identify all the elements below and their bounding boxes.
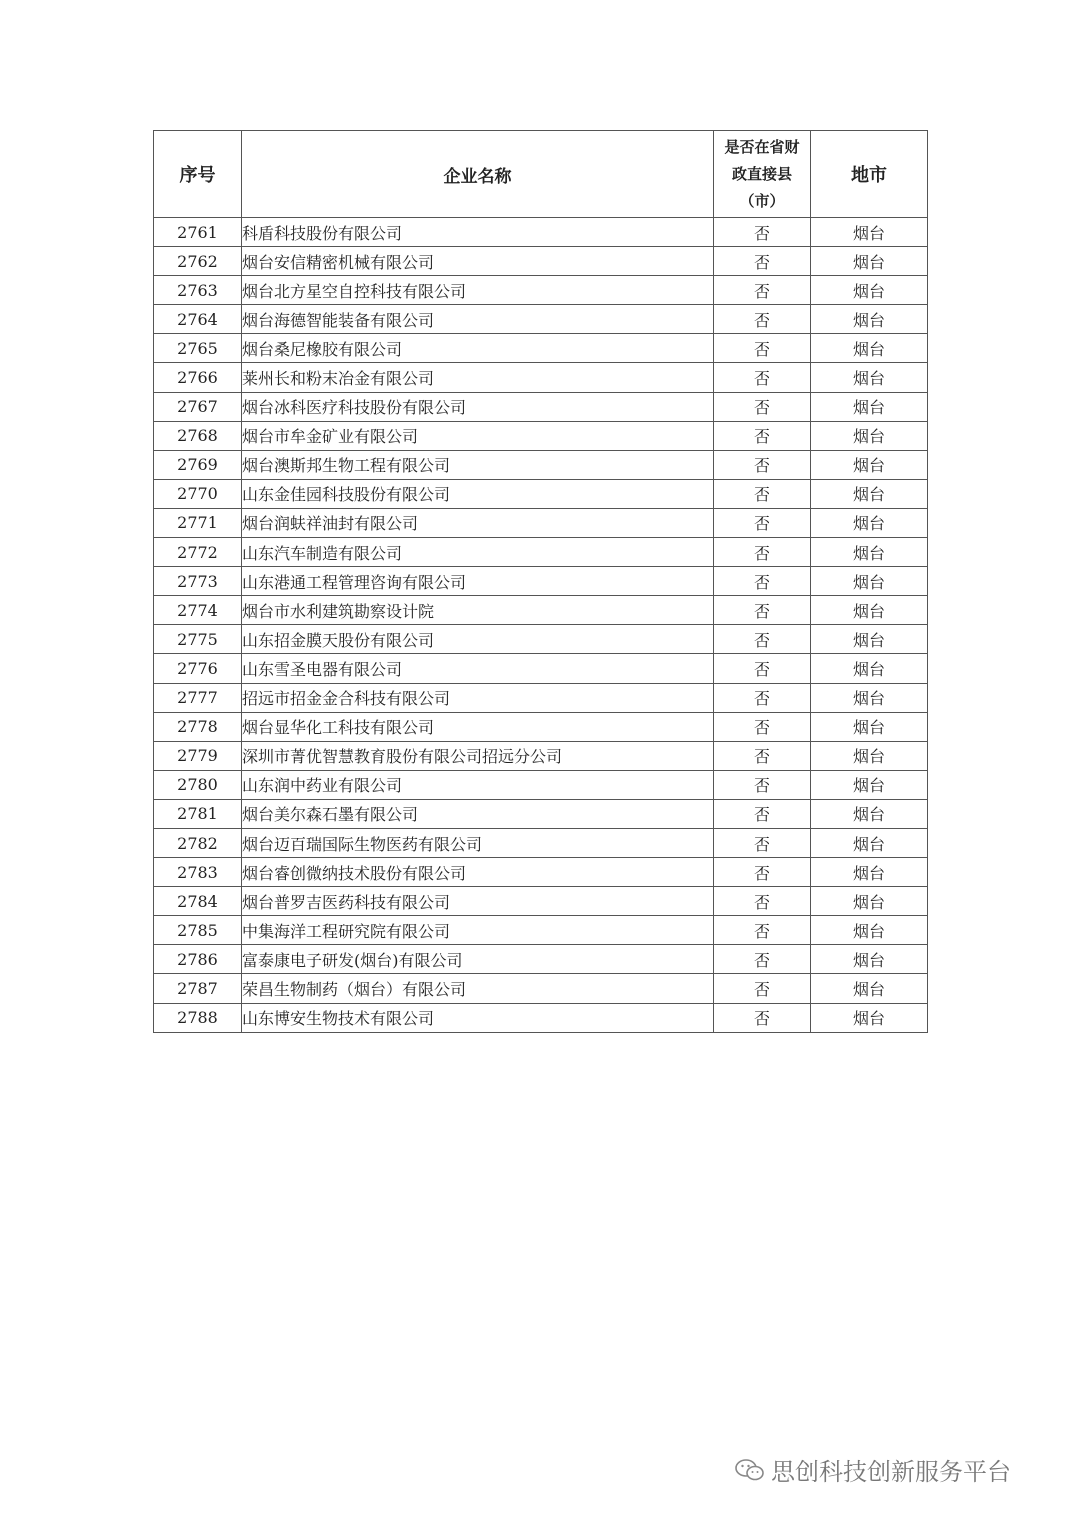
- row-company-name: 莱州长和粉末冶金有限公司: [242, 363, 714, 392]
- row-city: 烟台: [811, 712, 928, 741]
- row-seq: 2780: [154, 770, 242, 799]
- table-row: [154, 334, 928, 363]
- row-seq: 2762: [154, 247, 242, 276]
- row-company-name: 山东招金膜天股份有限公司: [242, 625, 714, 654]
- row-city: 烟台: [811, 887, 928, 916]
- table-row: [154, 858, 928, 887]
- row-seq: 2770: [154, 479, 242, 508]
- row-seq: 2787: [154, 974, 242, 1003]
- table-row: [154, 276, 928, 305]
- row-direct-county-flag: 否: [714, 450, 811, 479]
- row-company-name: 烟台北方星空自控科技有限公司: [242, 276, 714, 305]
- row-company-name: 烟台美尔森石墨有限公司: [242, 799, 714, 828]
- row-company-name: 烟台市牟金矿业有限公司: [242, 421, 714, 450]
- row-city: 烟台: [811, 421, 928, 450]
- row-direct-county-flag: 否: [714, 770, 811, 799]
- table-row: [154, 741, 928, 770]
- row-direct-county-flag: 否: [714, 974, 811, 1003]
- row-company-name: 烟台润蚨祥油封有限公司: [242, 508, 714, 537]
- watermark-text: 思创科技创新服务平台: [771, 1458, 1011, 1486]
- header-direct-county: [714, 131, 811, 218]
- table-row: [154, 596, 928, 625]
- row-city: 烟台: [811, 392, 928, 421]
- table-row: [154, 567, 928, 596]
- row-seq: 2779: [154, 741, 242, 770]
- row-seq: 2767: [154, 392, 242, 421]
- row-direct-county-flag: 否: [714, 828, 811, 857]
- row-city: 烟台: [811, 334, 928, 363]
- row-city: 烟台: [811, 741, 928, 770]
- table-row: [154, 625, 928, 654]
- row-direct-county-flag: 否: [714, 567, 811, 596]
- row-seq: 2771: [154, 508, 242, 537]
- row-city: 烟台: [811, 625, 928, 654]
- row-seq: 2775: [154, 625, 242, 654]
- row-city: 烟台: [811, 799, 928, 828]
- row-direct-county-flag: 否: [714, 218, 811, 247]
- row-company-name: 烟台普罗吉医药科技有限公司: [242, 887, 714, 916]
- row-city: 烟台: [811, 828, 928, 857]
- row-seq: 2763: [154, 276, 242, 305]
- row-company-name: 深圳市菁优智慧教育股份有限公司招远分公司: [242, 741, 714, 770]
- table-row: [154, 654, 928, 683]
- row-company-name: 山东雪圣电器有限公司: [242, 654, 714, 683]
- table-row: [154, 887, 928, 916]
- row-company-name: 烟台迈百瑞国际生物医药有限公司: [242, 828, 714, 857]
- row-seq: 2785: [154, 916, 242, 945]
- row-seq: 2774: [154, 596, 242, 625]
- row-city: 烟台: [811, 858, 928, 887]
- row-company-name: 山东博安生物技术有限公司: [242, 1003, 714, 1032]
- header-seq: 序号: [154, 131, 242, 218]
- row-seq: 2777: [154, 683, 242, 712]
- row-direct-county-flag: 否: [714, 247, 811, 276]
- table-row: [154, 538, 928, 567]
- row-company-name: 招远市招金金合科技有限公司: [242, 683, 714, 712]
- row-city: 烟台: [811, 305, 928, 334]
- row-seq: 2766: [154, 363, 242, 392]
- wechat-icon: [735, 1458, 765, 1482]
- row-direct-county-flag: 否: [714, 625, 811, 654]
- table-row: [154, 712, 928, 741]
- row-direct-county-flag: 否: [714, 945, 811, 974]
- table-row: [154, 916, 928, 945]
- table-row: [154, 218, 928, 247]
- row-city: 烟台: [811, 770, 928, 799]
- row-city: 烟台: [811, 596, 928, 625]
- row-company-name: 富泰康电子研发(烟台)有限公司: [242, 945, 714, 974]
- row-direct-county-flag: 否: [714, 538, 811, 567]
- row-seq: 2776: [154, 654, 242, 683]
- row-direct-county-flag: 否: [714, 508, 811, 537]
- row-seq: 2788: [154, 1003, 242, 1032]
- row-direct-county-flag: 否: [714, 392, 811, 421]
- row-direct-county-flag: 否: [714, 305, 811, 334]
- table-row: [154, 305, 928, 334]
- row-direct-county-flag: 否: [714, 887, 811, 916]
- table-row: [154, 363, 928, 392]
- row-seq: 2778: [154, 712, 242, 741]
- row-city: 烟台: [811, 654, 928, 683]
- watermark: [735, 1452, 1011, 1487]
- row-direct-county-flag: 否: [714, 1003, 811, 1032]
- row-city: 烟台: [811, 218, 928, 247]
- row-direct-county-flag: 否: [714, 741, 811, 770]
- row-company-name: 山东金佳园科技股份有限公司: [242, 479, 714, 508]
- row-direct-county-flag: 否: [714, 334, 811, 363]
- table-row: [154, 479, 928, 508]
- row-city: 烟台: [811, 247, 928, 276]
- table-row: [154, 945, 928, 974]
- table-row: [154, 828, 928, 857]
- row-city: 烟台: [811, 538, 928, 567]
- row-seq: 2786: [154, 945, 242, 974]
- row-seq: 2769: [154, 450, 242, 479]
- row-company-name: 荣昌生物制药（烟台）有限公司: [242, 974, 714, 1003]
- row-company-name: 山东汽车制造有限公司: [242, 538, 714, 567]
- row-direct-county-flag: 否: [714, 479, 811, 508]
- row-city: 烟台: [811, 974, 928, 1003]
- table-row: [154, 247, 928, 276]
- row-city: 烟台: [811, 276, 928, 305]
- row-seq: 2768: [154, 421, 242, 450]
- row-company-name: 烟台安信精密机械有限公司: [242, 247, 714, 276]
- row-city: 烟台: [811, 683, 928, 712]
- enterprise-table: [153, 130, 928, 1033]
- table-row: [154, 1003, 928, 1032]
- row-company-name: 山东港通工程管理咨询有限公司: [242, 567, 714, 596]
- table-row: [154, 799, 928, 828]
- row-direct-county-flag: 否: [714, 421, 811, 450]
- row-company-name: 烟台海德智能装备有限公司: [242, 305, 714, 334]
- row-direct-county-flag: 否: [714, 916, 811, 945]
- row-direct-county-flag: 否: [714, 654, 811, 683]
- row-seq: 2783: [154, 858, 242, 887]
- row-company-name: 烟台澳斯邦生物工程有限公司: [242, 450, 714, 479]
- row-company-name: 烟台市水利建筑勘察设计院: [242, 596, 714, 625]
- header-direct-county-text: 是否在省财政直接县（市）: [724, 137, 800, 210]
- row-company-name: 烟台睿创微纳技术股份有限公司: [242, 858, 714, 887]
- row-city: 烟台: [811, 567, 928, 596]
- row-city: 烟台: [811, 916, 928, 945]
- row-city: 烟台: [811, 1003, 928, 1032]
- row-company-name: 烟台显华化工科技有限公司: [242, 712, 714, 741]
- table-row: [154, 770, 928, 799]
- row-company-name: 科盾科技股份有限公司: [242, 218, 714, 247]
- table-header-row: [154, 131, 928, 218]
- row-seq: 2773: [154, 567, 242, 596]
- row-seq: 2764: [154, 305, 242, 334]
- table-row: [154, 450, 928, 479]
- header-city: 地市: [811, 131, 928, 218]
- row-direct-county-flag: 否: [714, 858, 811, 887]
- row-city: 烟台: [811, 508, 928, 537]
- table-row: [154, 508, 928, 537]
- row-company-name: 山东润中药业有限公司: [242, 770, 714, 799]
- table-row: [154, 421, 928, 450]
- row-direct-county-flag: 否: [714, 363, 811, 392]
- table-row: [154, 683, 928, 712]
- row-company-name: 中集海洋工程研究院有限公司: [242, 916, 714, 945]
- row-seq: 2765: [154, 334, 242, 363]
- row-city: 烟台: [811, 479, 928, 508]
- row-company-name: 烟台桑尼橡胶有限公司: [242, 334, 714, 363]
- table-row: [154, 392, 928, 421]
- row-city: 烟台: [811, 450, 928, 479]
- row-city: 烟台: [811, 945, 928, 974]
- row-seq: 2782: [154, 828, 242, 857]
- row-direct-county-flag: 否: [714, 712, 811, 741]
- row-seq: 2784: [154, 887, 242, 916]
- row-company-name: 烟台冰科医疗科技股份有限公司: [242, 392, 714, 421]
- header-company-name: 企业名称: [242, 131, 714, 218]
- row-city: 烟台: [811, 363, 928, 392]
- row-direct-county-flag: 否: [714, 596, 811, 625]
- row-direct-county-flag: 否: [714, 683, 811, 712]
- row-seq: 2761: [154, 218, 242, 247]
- row-direct-county-flag: 否: [714, 799, 811, 828]
- row-seq: 2772: [154, 538, 242, 567]
- row-seq: 2781: [154, 799, 242, 828]
- row-direct-county-flag: 否: [714, 276, 811, 305]
- table-row: [154, 974, 928, 1003]
